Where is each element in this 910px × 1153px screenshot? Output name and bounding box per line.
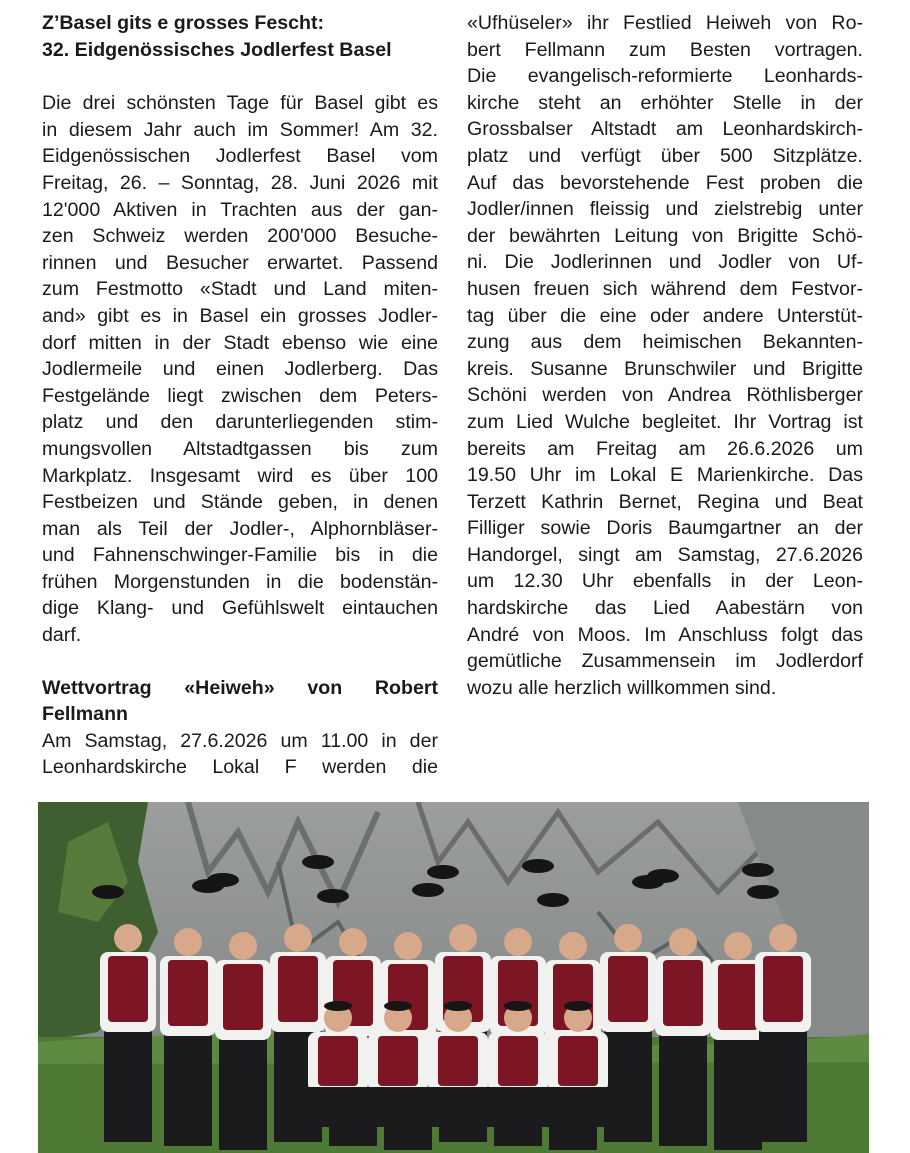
person-vest: [763, 956, 803, 1022]
person-vest: [378, 1036, 418, 1086]
text-line: Terzett Kathrin Bernet, Regina und Beat: [467, 490, 863, 513]
person-head: [614, 924, 642, 952]
person-legs: [486, 1087, 550, 1127]
text-line: Freitag, 26. – Sonntag, 28. Juni 2026 mit: [42, 171, 438, 194]
hat-icon: [564, 1001, 592, 1011]
person-head: [504, 928, 532, 956]
hat-icon: [302, 855, 334, 869]
hat-icon: [317, 889, 349, 903]
hat-icon: [504, 1001, 532, 1011]
text-line: zen Schweiz werden 200'000 Besuche-: [42, 225, 438, 248]
text-line: hardskirche das Lied Aabestärn von: [467, 597, 863, 620]
text-line: dige Klang- und Gefühlswelt eintauchen: [42, 597, 438, 620]
person-vest: [278, 956, 318, 1022]
text-line: Die evangelisch-reformierte Leonhards-: [467, 65, 863, 88]
person-legs: [306, 1087, 370, 1127]
text-line: rinnen und Besucher erwartet. Passend: [42, 251, 438, 274]
title-line-1: Z’Basel gits e grosses Fescht:: [42, 12, 325, 34]
person-vest: [663, 960, 703, 1026]
person-legs: [714, 1030, 762, 1150]
article-title: [42, 10, 438, 63]
text-line: ni. Die Jodlerinnen und Jodler von Uf-: [467, 251, 863, 274]
hat-icon: [207, 873, 239, 887]
text-line: dorf mitten in der Stadt ebenso wie eine: [42, 331, 438, 354]
hat-icon: [324, 1001, 352, 1011]
text-line: man als Teil der Jodler-, Alphornbläser-: [42, 517, 438, 540]
text-line: bert Fellmann zum Besten vortragen.: [467, 38, 863, 61]
person-vest: [168, 960, 208, 1026]
group-photo: [38, 802, 869, 1153]
title-line-2: 32. Eidgenössisches Jodlerfest Basel: [42, 38, 392, 61]
hat-icon: [647, 869, 679, 883]
text-line: Festgelände liegt zwischen dem Peters-: [42, 384, 438, 407]
text-line: platz und den darunterliegenden stim-: [42, 411, 438, 434]
text-line: darf.: [42, 624, 82, 647]
person-vest: [108, 956, 148, 1022]
text-line: Handorgel, singt am Samstag, 27.6.2026: [467, 543, 863, 566]
intro-paragraph: [42, 90, 438, 648]
person-legs: [604, 1022, 652, 1142]
hat-icon: [427, 865, 459, 879]
text-line: zum Festmotto «Stadt und Land miten-: [42, 278, 438, 301]
person-legs: [104, 1022, 152, 1142]
person-head: [394, 932, 422, 960]
text-line: platz und verfügt über 500 Sitzplätze.: [467, 144, 863, 167]
text-line: Markplatz. Insgesamt wird es über 100: [42, 464, 438, 487]
text-line: 12'000 Aktiven in Trachten aus der gan-: [42, 198, 438, 221]
person-legs: [366, 1087, 430, 1127]
hat-icon: [92, 885, 124, 899]
text-line: 19.50 Uhr im Lokal E Marienkirche. Das: [467, 464, 863, 487]
person-vest: [718, 964, 758, 1030]
text-line: mungsvollen Altstadtgassen bis zum: [42, 437, 438, 460]
body-paragraph-continued: [467, 10, 863, 701]
text-line: der bewährten Leitung von Brigitte Schö-: [467, 224, 863, 247]
person-vest: [498, 1036, 538, 1086]
person-head: [114, 924, 142, 952]
body-paragraph-start: [42, 728, 438, 781]
person-legs: [219, 1030, 267, 1150]
hat-icon: [747, 885, 779, 899]
text-line: Leonhardskirche Lokal F werden die: [42, 756, 438, 779]
text-line: Die drei schönsten Tage für Basel gibt es: [42, 92, 438, 115]
hat-icon: [412, 883, 444, 897]
text-line: Schöni werden von Andrea Röthlisberger: [467, 384, 863, 407]
text-line: um 12.30 Uhr ebenfalls in der Leon-: [467, 570, 863, 593]
text-line: frühen Morgenstunden in die bodenstän-: [42, 570, 438, 593]
person-head: [229, 932, 257, 960]
text-line: André von Moos. Im Anschluss folgt das: [467, 623, 863, 646]
heading-line-2: Fellmann: [42, 703, 129, 726]
text-line: zum Lied Wulche begleitet. Ihr Vortrag ist: [467, 410, 863, 433]
text-line: and» gibt es in Basel ein grosses Jodler-: [42, 304, 438, 327]
text-line: Grossbalser Altstadt am Leonhardskirch-: [467, 118, 863, 141]
hat-icon: [537, 893, 569, 907]
text-line: «Ufhüseler» ihr Festlied Heiweh von Ro-: [467, 12, 863, 34]
person-head: [449, 924, 477, 952]
person-head: [769, 924, 797, 952]
text-line: Eidgenössischen Jodlerfest Basel vom: [42, 145, 438, 168]
text-line: tag über die eine oder andere Unterstüt-: [467, 304, 863, 327]
hat-icon: [444, 1001, 472, 1011]
person-legs: [164, 1026, 212, 1146]
text-line: Jodler/innen fleissig und zielstrebig unter: [467, 198, 863, 221]
person-vest: [608, 956, 648, 1022]
text-line: wozu alle herzlich willkommen sind.: [467, 676, 777, 699]
hat-icon: [384, 1001, 412, 1011]
text-line: Filliger sowie Doris Baumgartner an der: [467, 517, 863, 540]
person-legs: [426, 1087, 490, 1127]
person-legs: [759, 1022, 807, 1142]
person-head: [669, 928, 697, 956]
person-head: [724, 932, 752, 960]
text-line: und Fahnenschwinger-Familie bis in die: [42, 544, 438, 567]
right-column: [467, 10, 863, 701]
person-legs: [546, 1087, 610, 1127]
person-legs: [659, 1026, 707, 1146]
heading-line-1: Wettvortrag «Heiweh» von Robert: [42, 676, 438, 699]
text-line: kirche steht an erhöhter Stelle in der: [467, 91, 863, 114]
left-column: [42, 10, 438, 781]
text-line: in diesem Jahr auch im Sommer! Am 32.: [42, 118, 438, 141]
person-vest: [223, 964, 263, 1030]
choir-members: [38, 802, 869, 1153]
text-line: zung aus dem heimischen Bekannten-: [467, 331, 863, 354]
person-head: [174, 928, 202, 956]
person-vest: [558, 1036, 598, 1086]
person-head: [559, 932, 587, 960]
person-head: [284, 924, 312, 952]
text-line: gemütliche Zusammensein im Jodlerdorf: [467, 650, 863, 673]
text-line: Jodlermeile und einen Jodlerberg. Das: [42, 358, 438, 381]
text-line: husen freuen sich während dem Festvor-: [467, 277, 863, 300]
person-vest: [438, 1036, 478, 1086]
person-head: [339, 928, 367, 956]
person-vest: [318, 1036, 358, 1086]
text-line: Am Samstag, 27.6.2026 um 11.00 in der: [42, 729, 438, 752]
text-line: bereits am Freitag am 26.6.2026 um: [467, 437, 863, 460]
text-line: Auf das bevorstehende Fest proben die: [467, 171, 863, 194]
hat-icon: [522, 859, 554, 873]
text-line: Festbeizen und Stände geben, in denen: [42, 491, 438, 514]
hat-icon: [742, 863, 774, 877]
section-heading: [42, 675, 438, 728]
text-line: kreis. Susanne Brunschwiler und Brigitte: [467, 357, 863, 380]
